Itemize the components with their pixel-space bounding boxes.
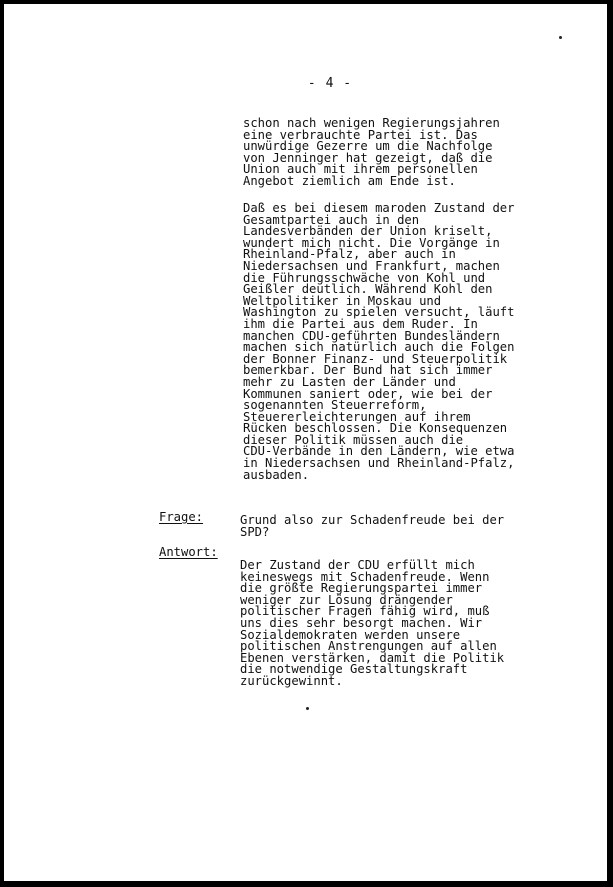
paragraph-2: Daß es bei diesem maroden Zustand der Gesamtpartei auch in den Landesverbänden der Union kriselt, wundert mich nicht. Die Vorgänge in Rheinland-Pfalz, aber auch in Niedersachsen und Frankfurt, machen die Führungsschwäche von Kohl und Geißler deutlich. Während Kohl den Weltpolitiker in Moskau und Washington zu spielen versucht, läuft ihm die Partei aus dem Ruder. In manchen CDU-geführten Bundesländern machen sich natürlich auch die Folgen der Bonner Finanz- und Steuerpolitik bemerkbar. Der Bund hat sich immer mehr zu Lasten der Länder und Kommunen saniert oder, wie bei der sogenannten Steuerreform, Steuererleichterungen auf ihrem Rücken beschlossen. Die Konsequenzen dieser Politik müssen auch die CDU-Verbände in den Ländern, wie etwa in Niedersachsen und Rheinland-Pfalz, ausbaden. xyxy=(243,201,515,482)
paragraph-1: schon nach wenigen Regierungsjahren eine verbrauchte Partei ist. Das unwürdige Gezerre um die Nachfolge von Jenninger hat gezeigt, daß die Union auch mit ihrem personellen Angebot ziemlich am Ende ist. xyxy=(243,116,500,188)
page-number: - 4 - xyxy=(307,76,353,91)
scan-speck xyxy=(306,707,309,710)
question-label: Frage: xyxy=(159,510,204,524)
answer-label: Antwort: xyxy=(159,545,218,559)
answer-text: Der Zustand der CDU erfüllt mich keineswegs mit Schadenfreude. Wenn die größte Regierungspartei immer weniger zur Lösung drängender politischer Fragen fähig wird, muß uns dies sehr besorgt machen. Wir Sozialdemokraten werden unsere politischen Anstrengungen auf allen Ebenen verstärken, damit die Politik die notwendige Gestaltungskraft zurückgewinnt. xyxy=(240,558,505,688)
scan-speck xyxy=(559,36,562,39)
question-text: Grund also zur Schadenfreude bei der SPD? xyxy=(240,513,505,539)
